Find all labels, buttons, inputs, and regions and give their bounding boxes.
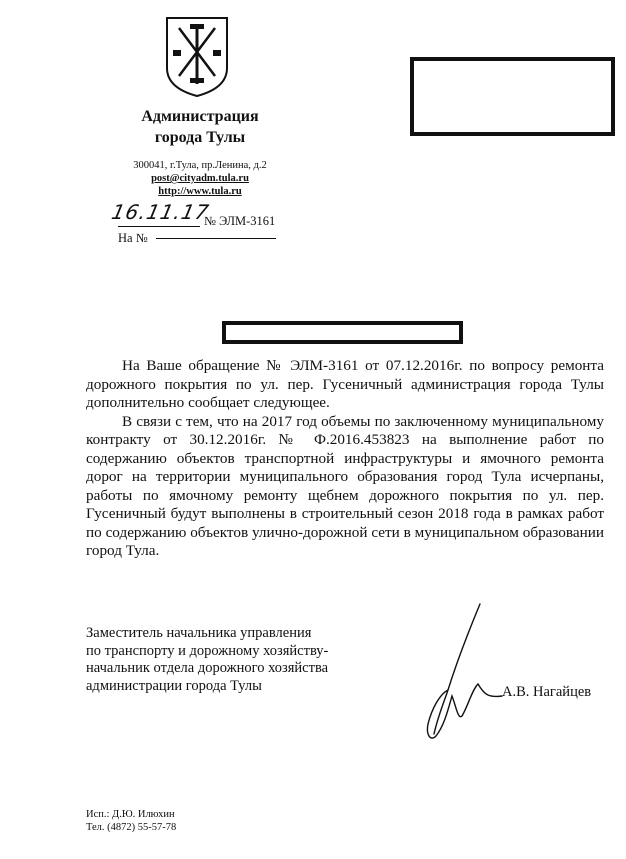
- handwritten-date: 16.11.17: [109, 200, 212, 224]
- org-name-line1: Администрация: [141, 108, 259, 125]
- postal-address: 300041, г.Тула, пр.Ленина, д.2: [133, 160, 267, 171]
- website-link[interactable]: http://www.tula.ru: [158, 186, 242, 197]
- reference-number: № ЭЛМ-3161: [204, 214, 276, 228]
- signatory-line-4: администрации города Тулы: [86, 677, 262, 694]
- redacted-salutation-box: [222, 321, 463, 344]
- date-underline: [118, 226, 200, 227]
- executor-phone: Тел. (4872) 55-57-78: [86, 822, 177, 833]
- incoming-reference: [118, 231, 276, 246]
- email-link[interactable]: post@cityadm.tula.ru: [151, 173, 249, 184]
- executor-name: Исп.: Д.Ю. Илюхин: [86, 809, 175, 820]
- letter-body: [86, 357, 604, 561]
- executor-footer: [86, 808, 176, 834]
- signatory-line-2: по транспорту и дорожному хозяйству-: [86, 642, 329, 659]
- reply-to-label: На №: [118, 231, 148, 245]
- body-paragraph-1: На Ваше обращение № ЭЛМ-3161 от 07.12.2016г. по вопросу ремонта дорожного покрытия по ул. пер. Гусеничный администрация города Тулы дополнительно сообщает следующее.: [86, 357, 604, 411]
- organization-address-block: [110, 159, 290, 198]
- body-paragraph-2: В связи с тем, что на 2017 год объемы по заключенному муниципальному контракту от 30.12.2016г. № Ф.2016.453823 на выполнение работ по содержанию объектов транспортной инфраструктуры и ямочного ремонта дорог на территории муниципального образования город Тула исчерпаны, работы по ямочному ремонту щебнем дорожного покрытия по ул. пер. Гусеничный будут выполнены в строительный сезон 2018 года в рамках работ по содержанию объектов улично-дорожной сети в муниципальном образовании город Тула.: [86, 412, 604, 559]
- redacted-recipient-box: [410, 57, 615, 136]
- signatory-title: [86, 625, 386, 695]
- city-coat-of-arms-icon: [163, 14, 231, 98]
- outgoing-reference: [109, 200, 318, 230]
- signatory-line-1: Заместитель начальника управления: [86, 625, 312, 641]
- organization-title: [110, 106, 290, 148]
- reply-to-blank-line: [156, 238, 276, 239]
- org-name-line2: города Тулы: [154, 129, 246, 146]
- signatory-line-3: начальник отдела дорожного хозяйства: [86, 660, 329, 676]
- signatory-name: А.В. Нагайцев: [502, 684, 592, 700]
- handwritten-signature: [418, 598, 508, 748]
